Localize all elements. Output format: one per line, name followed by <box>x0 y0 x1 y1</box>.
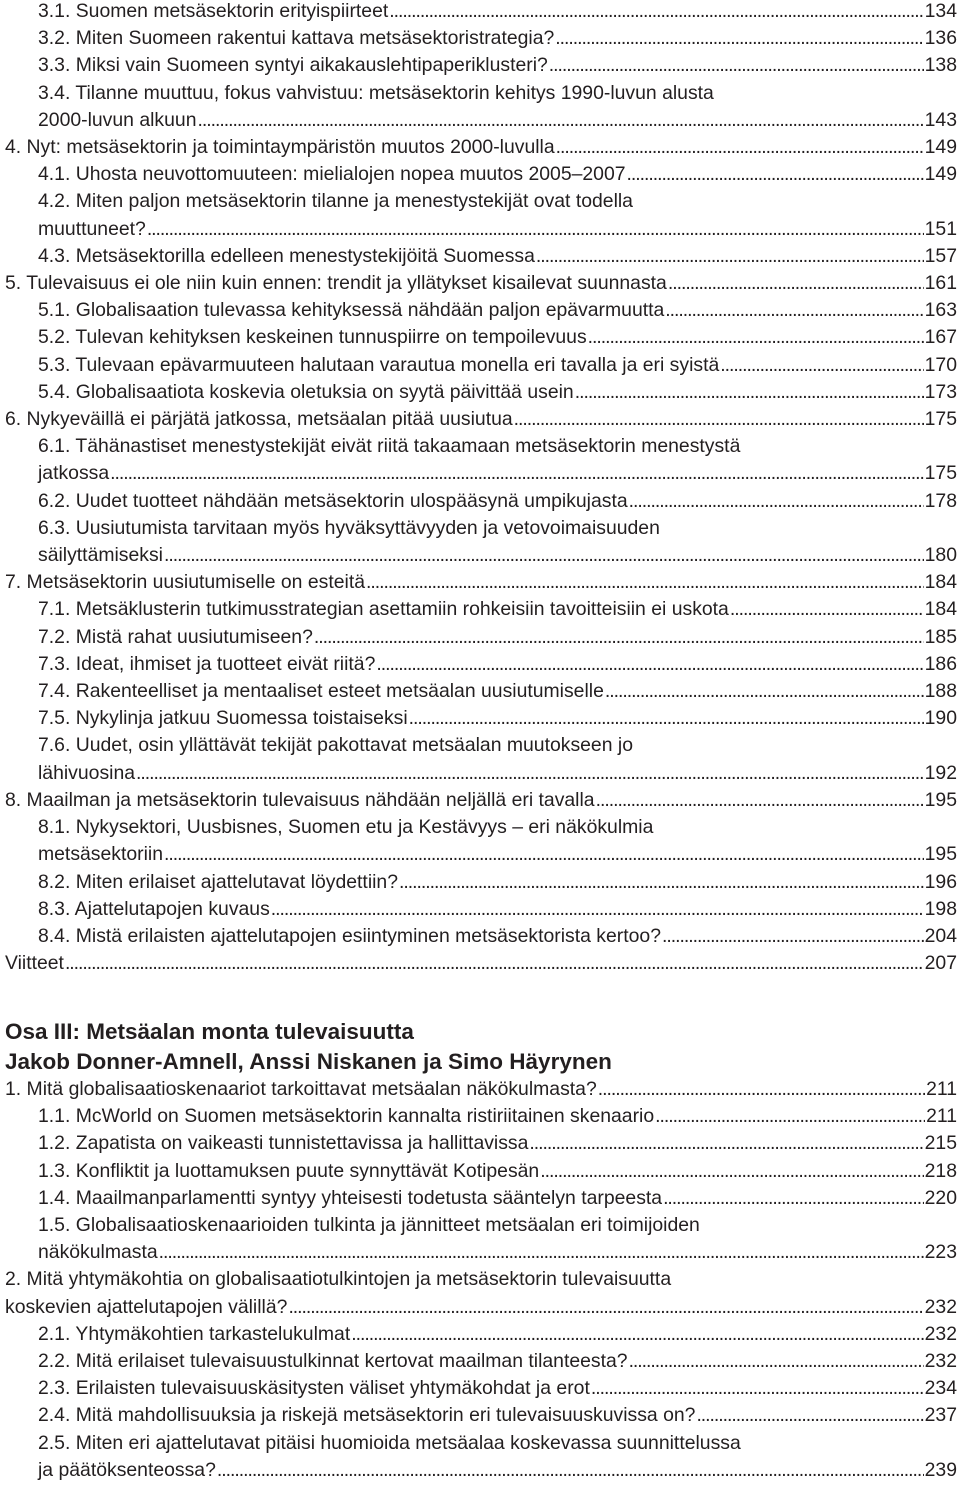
dot-leader <box>629 488 924 515</box>
toc-entry-title-line: 3.2. Miten Suomeen rakentui kattava metsäsektoristrategia? <box>38 27 555 50</box>
toc-entry[interactable] <box>0 1348 960 1375</box>
dot-leader <box>627 161 924 188</box>
toc-entry[interactable] <box>0 488 960 515</box>
toc-entry[interactable] <box>0 678 960 705</box>
toc-page-number: 195 <box>924 788 957 811</box>
dot-leader <box>271 896 924 923</box>
toc-entry[interactable] <box>0 1076 960 1103</box>
toc-entry[interactable] <box>0 1402 960 1429</box>
dot-leader <box>598 1076 925 1103</box>
toc-entry[interactable] <box>0 1130 960 1157</box>
toc-entry-title-line: 4.1. Uhosta neuvottomuuteen: mielialojen nopea muutos 2005–2007 <box>38 163 626 186</box>
toc-page-number: 223 <box>924 1241 957 1264</box>
toc-entry-title-line: 5.3. Tulevaan epävarmuuteen halutaan varautua monella eri tavalla ja eri syistä <box>38 353 720 376</box>
toc-entry[interactable] <box>0 1103 960 1130</box>
toc-entry[interactable] <box>0 433 960 487</box>
dot-leader <box>366 569 924 596</box>
toc-page-number: 207 <box>924 952 957 975</box>
toc-entry-title-line: Viitteet <box>5 952 64 975</box>
dot-leader <box>540 1158 923 1185</box>
toc-page-number: 175 <box>924 408 957 431</box>
toc-entry[interactable] <box>0 0 960 25</box>
dot-leader <box>668 270 924 297</box>
toc-page-number: 215 <box>924 1132 957 1155</box>
dot-leader <box>720 352 923 379</box>
dot-leader <box>65 950 924 977</box>
toc-entry[interactable] <box>0 379 960 406</box>
dot-leader <box>314 624 924 651</box>
toc-entry-title-line: näkökulmasta <box>38 1241 158 1264</box>
toc-page-number: 204 <box>924 924 957 947</box>
dot-leader <box>696 1402 923 1429</box>
toc-page-number: 195 <box>924 843 957 866</box>
toc-entry[interactable] <box>0 1185 960 1212</box>
toc-entry[interactable] <box>0 243 960 270</box>
toc-entry[interactable] <box>0 1212 960 1266</box>
toc-entry[interactable] <box>0 297 960 324</box>
dot-leader <box>556 134 924 161</box>
dot-leader <box>575 379 924 406</box>
dot-leader <box>409 705 924 732</box>
dot-leader <box>288 1294 923 1321</box>
toc-entry-title-line: 4. Nyt: metsäsektorin ja toimintaympäristön muutos 2000-luvulla <box>5 136 555 159</box>
dot-leader <box>596 787 924 814</box>
part-heading: Osa III: Metsäalan monta tulevaisuutta <box>5 1019 414 1044</box>
toc-entry-title-line: 5. Tulevaisuus ei ole niin kuin ennen: trendit ja yllätykset kisailevat suunnasta <box>5 272 667 295</box>
toc-entry-title-line: 6.1. Tähänastiset menestystekijät eivät riitä takaamaan metsäsektorin menestystä <box>38 435 741 458</box>
toc-entry-title-line: 1.2. Zapatista on vaikeasti tunnistettavissa ja hallittavissa <box>38 1132 529 1155</box>
dot-leader <box>376 651 923 678</box>
toc-page-number: 218 <box>924 1159 957 1182</box>
dot-leader <box>662 923 924 950</box>
toc-page-number: 161 <box>924 272 957 295</box>
toc-entry-title-line: 1.4. Maailmanparlamentti syntyy yhteisesti todetusta sääntelyn tarpeesta <box>38 1186 663 1209</box>
toc-entry[interactable] <box>0 270 960 297</box>
dot-leader <box>665 297 923 324</box>
toc-entry-title-line: muuttuneet? <box>38 217 146 240</box>
dot-leader <box>588 324 924 351</box>
toc-entry-title-line: 5.4. Globalisaatiota koskevia oletuksia on syytä päivittää usein <box>38 380 574 403</box>
toc-page-number: 211 <box>926 1078 957 1100</box>
toc-entry[interactable] <box>0 352 960 379</box>
toc-entry-title-line: 5.2. Tulevan kehityksen keskeinen tunnuspiirre on tempoilevuus <box>38 326 587 349</box>
dot-leader <box>351 1321 923 1348</box>
toc-entry-title-line: 7. Metsäsektorin uusiutumiselle on esteitä <box>5 571 365 594</box>
toc-page-number: 170 <box>924 353 957 376</box>
toc-page-number: 232 <box>924 1322 957 1345</box>
toc-entry[interactable] <box>0 515 960 569</box>
toc-entry[interactable] <box>0 624 960 651</box>
toc-entry-title-line: 8. Maailman ja metsäsektorin tulevaisuus nähdään neljällä eri tavalla <box>5 788 595 811</box>
toc-entry-title-line: jatkossa <box>38 462 110 485</box>
dot-leader <box>549 52 924 79</box>
toc-page-number: 237 <box>924 1404 957 1427</box>
toc-page-number: 167 <box>924 326 957 349</box>
toc-entry-title-line: 7.6. Uudet, osin yllättävät tekijät pakottavat metsäalan muutokseen jo <box>38 734 633 757</box>
toc-page-number: 185 <box>924 625 957 648</box>
toc-entry-title-line: 2.5. Miten eri ajattelutavat pitäisi huomioida metsäalaa koskevassa suunnittelussa <box>38 1431 741 1454</box>
toc-entry-title-line: 7.5. Nykylinja jatkuu Suomessa toistaiseksi <box>38 707 408 730</box>
toc-page-number: 175 <box>924 462 957 485</box>
toc-page-number: 149 <box>924 163 957 186</box>
toc-entry[interactable] <box>0 1321 960 1348</box>
dot-leader <box>730 596 924 623</box>
dot-leader <box>217 1457 924 1484</box>
toc-entry-title-line: 7.2. Mistä rahat uusiutumiseen? <box>38 625 313 648</box>
toc-page-number: 190 <box>924 707 957 730</box>
toc-entry-title-line: 1.1. McWorld on Suomen metsäsektorin kannalta ristiriitainen skenaario <box>38 1105 655 1128</box>
toc-entry-title-line: 2.4. Mitä mahdollisuuksia ja riskejä metsäsektorin eri tulevaisuuskuvissa on? <box>38 1404 696 1427</box>
toc-entry[interactable] <box>0 1375 960 1402</box>
toc-list-part-3 <box>0 1076 960 1484</box>
dot-leader <box>629 1348 924 1375</box>
authors-heading: Jakob Donner-Amnell, Anssi Niskanen ja Simo Häyrynen <box>5 1049 612 1074</box>
toc-entry[interactable] <box>0 1266 960 1320</box>
toc-entry[interactable] <box>0 161 960 188</box>
toc-page-number: 163 <box>924 299 957 322</box>
dot-leader <box>399 869 924 896</box>
toc-page-number: 180 <box>924 544 957 567</box>
toc-entry-title-line: 3.4. Tilanne muuttuu, fokus vahvistuu: metsäsektorin kehitys 1990-luvun alusta <box>38 81 714 104</box>
toc-entry-title-line: 7.1. Metsäklusterin tutkimusstrategian asettamiin rohkeisiin tavoitteisiin ei uskota <box>38 598 729 621</box>
toc-entry[interactable] <box>0 869 960 896</box>
toc-entry[interactable] <box>0 896 960 923</box>
toc-page-number: 188 <box>924 680 957 703</box>
toc-entry-title-line: 8.2. Miten erilaiset ajattelutavat löydettiin? <box>38 870 399 893</box>
toc-page-number: 211 <box>926 1105 957 1128</box>
toc-entry-title-line: 1.5. Globalisaatioskenaarioiden tulkinta ja jännitteet metsäalan eri toimijoiden <box>38 1214 700 1237</box>
toc-page-number: 184 <box>924 598 957 621</box>
toc-page-number: 143 <box>924 108 957 131</box>
toc-page-number: 157 <box>924 244 957 267</box>
dot-leader <box>147 216 924 243</box>
toc-page-number: 134 <box>924 0 957 22</box>
toc-entry-title-line: ja päätöksenteossa? <box>38 1458 216 1481</box>
toc-entry-title-line: 6. Nykyeväillä ei pärjätä jatkossa, metsäalan pitää uusiutua <box>5 408 513 431</box>
dot-leader <box>136 760 924 787</box>
toc-page-number: 151 <box>924 217 957 240</box>
toc-page-number: 220 <box>924 1186 957 1209</box>
toc-page-number: 136 <box>924 27 957 50</box>
toc-entry[interactable] <box>0 52 960 79</box>
toc-entry[interactable] <box>0 923 960 950</box>
dot-leader <box>529 1130 923 1157</box>
dot-leader <box>197 107 923 134</box>
toc-entry-title-line: 3.1. Suomen metsäsektorin erityispiirteet <box>38 0 389 22</box>
dot-leader <box>389 0 923 25</box>
toc-page-number: 149 <box>924 136 957 159</box>
dot-leader <box>110 460 924 487</box>
toc-entry-title-line: 7.3. Ideat, ihmiset ja tuotteet eivät riitä? <box>38 652 376 675</box>
toc-entry-title-line: 2. Mitä yhtymäkohtia on globalisaatiotulkintojen ja metsäsektorin tulevaisuutta <box>5 1268 672 1291</box>
toc-entry[interactable] <box>0 1158 960 1185</box>
toc-entry-title-line: 2.1. Yhtymäkohtien tarkastelukulmat <box>38 1322 351 1345</box>
toc-page-number: 173 <box>924 380 957 403</box>
toc-entry-title-line: 5.1. Globalisaation tulevassa kehityksessä nähdään paljon epävarmuutta <box>38 299 665 322</box>
toc-entry[interactable] <box>0 324 960 351</box>
toc-page-number: 196 <box>924 870 957 893</box>
toc-entry-title-line: 2.3. Erilaisten tulevaisuuskäsitysten väliset yhtymäkohdat ja erot <box>38 1377 590 1400</box>
toc-entry[interactable] <box>0 596 960 623</box>
dot-leader <box>655 1103 925 1130</box>
toc-entry[interactable] <box>0 651 960 678</box>
toc-entry-title-line: 2.2. Mitä erilaiset tulevaisuustulkinnat kertovat maailman tilanteesta? <box>38 1350 628 1373</box>
toc-entry-title-line: 1.3. Konfliktit ja luottamuksen puute synnyttävät Kotipesän <box>38 1159 540 1182</box>
toc-entry-title-line: 4.3. Metsäsektorilla edelleen menestystekijöitä Suomessa <box>38 244 535 267</box>
toc-entry[interactable] <box>0 732 960 786</box>
toc-page-number: 138 <box>924 54 957 77</box>
dot-leader <box>555 25 923 52</box>
toc-entry[interactable] <box>0 188 960 242</box>
dot-leader <box>159 1239 924 1266</box>
toc-entry-title-line: 4.2. Miten paljon metsäsektorin tilanne ja menestystekijät ovat todella <box>38 190 633 213</box>
toc-page-number: 232 <box>924 1350 957 1373</box>
dot-leader <box>605 678 924 705</box>
toc-entry[interactable] <box>0 814 960 868</box>
toc-entry-title-line: 6.3. Uusiutumista tarvitaan myös hyväksyttävyyden ja vetovoimaisuuden <box>38 516 660 539</box>
toc-entry[interactable] <box>0 569 960 596</box>
toc-entry[interactable] <box>0 950 960 977</box>
toc-entry-title-line: 7.4. Rakenteelliset ja mentaaliset esteet metsäalan uusiutumiselle <box>38 680 604 703</box>
toc-entry[interactable] <box>0 80 960 134</box>
dot-leader <box>164 542 924 569</box>
dot-leader <box>536 243 924 270</box>
toc-entry-title-line: 8.3. Ajattelutapojen kuvaus <box>38 897 270 920</box>
toc-entry-title-line: metsäsektoriin <box>38 843 164 866</box>
toc-entry[interactable] <box>0 25 960 52</box>
toc-entry-title-line: 6.2. Uudet tuotteet nähdään metsäsektorin ulospääsynä umpikujasta <box>38 489 628 512</box>
toc-entry[interactable] <box>0 406 960 433</box>
dot-leader <box>591 1375 924 1402</box>
toc-page-number: 239 <box>924 1458 957 1481</box>
toc-entry-title-line: säilyttämiseksi <box>38 544 163 567</box>
toc-page-number: 234 <box>924 1377 957 1400</box>
toc-entry-title-line: 1. Mitä globalisaatioskenaariot tarkoittavat metsäalan näkökulmasta? <box>5 1078 597 1100</box>
dot-leader <box>514 406 924 433</box>
dot-leader <box>164 841 924 868</box>
dot-leader <box>663 1185 924 1212</box>
toc-entry-title-line: 8.4. Mistä erilaisten ajattelutapojen esiintyminen metsäsektorista kertoo? <box>38 924 661 947</box>
toc-page-number: 198 <box>924 897 957 920</box>
toc-entry[interactable] <box>0 1430 960 1484</box>
toc-entry[interactable] <box>0 705 960 732</box>
toc-entry-title-line: 8.1. Nykysektori, Uusbisnes, Suomen etu ja Kestävyys – eri näkökulmia <box>38 816 654 839</box>
toc-page-number: 232 <box>924 1295 957 1318</box>
toc-entry-title-line: lähivuosina <box>38 761 136 784</box>
toc-entry-title-line: 2000-luvun alkuun <box>38 108 197 131</box>
toc-entry[interactable] <box>0 787 960 814</box>
toc-page-number: 178 <box>924 489 957 512</box>
toc-entry[interactable] <box>0 134 960 161</box>
toc-entry-title-line: koskevien ajattelutapojen välillä? <box>5 1295 288 1318</box>
toc-page-number: 184 <box>924 571 957 594</box>
toc-page-number: 186 <box>924 652 957 675</box>
toc-entry-title-line: 3.3. Miksi vain Suomeen syntyi aikakauslehtipaperiklusteri? <box>38 54 548 77</box>
toc-page-number: 192 <box>924 761 957 784</box>
